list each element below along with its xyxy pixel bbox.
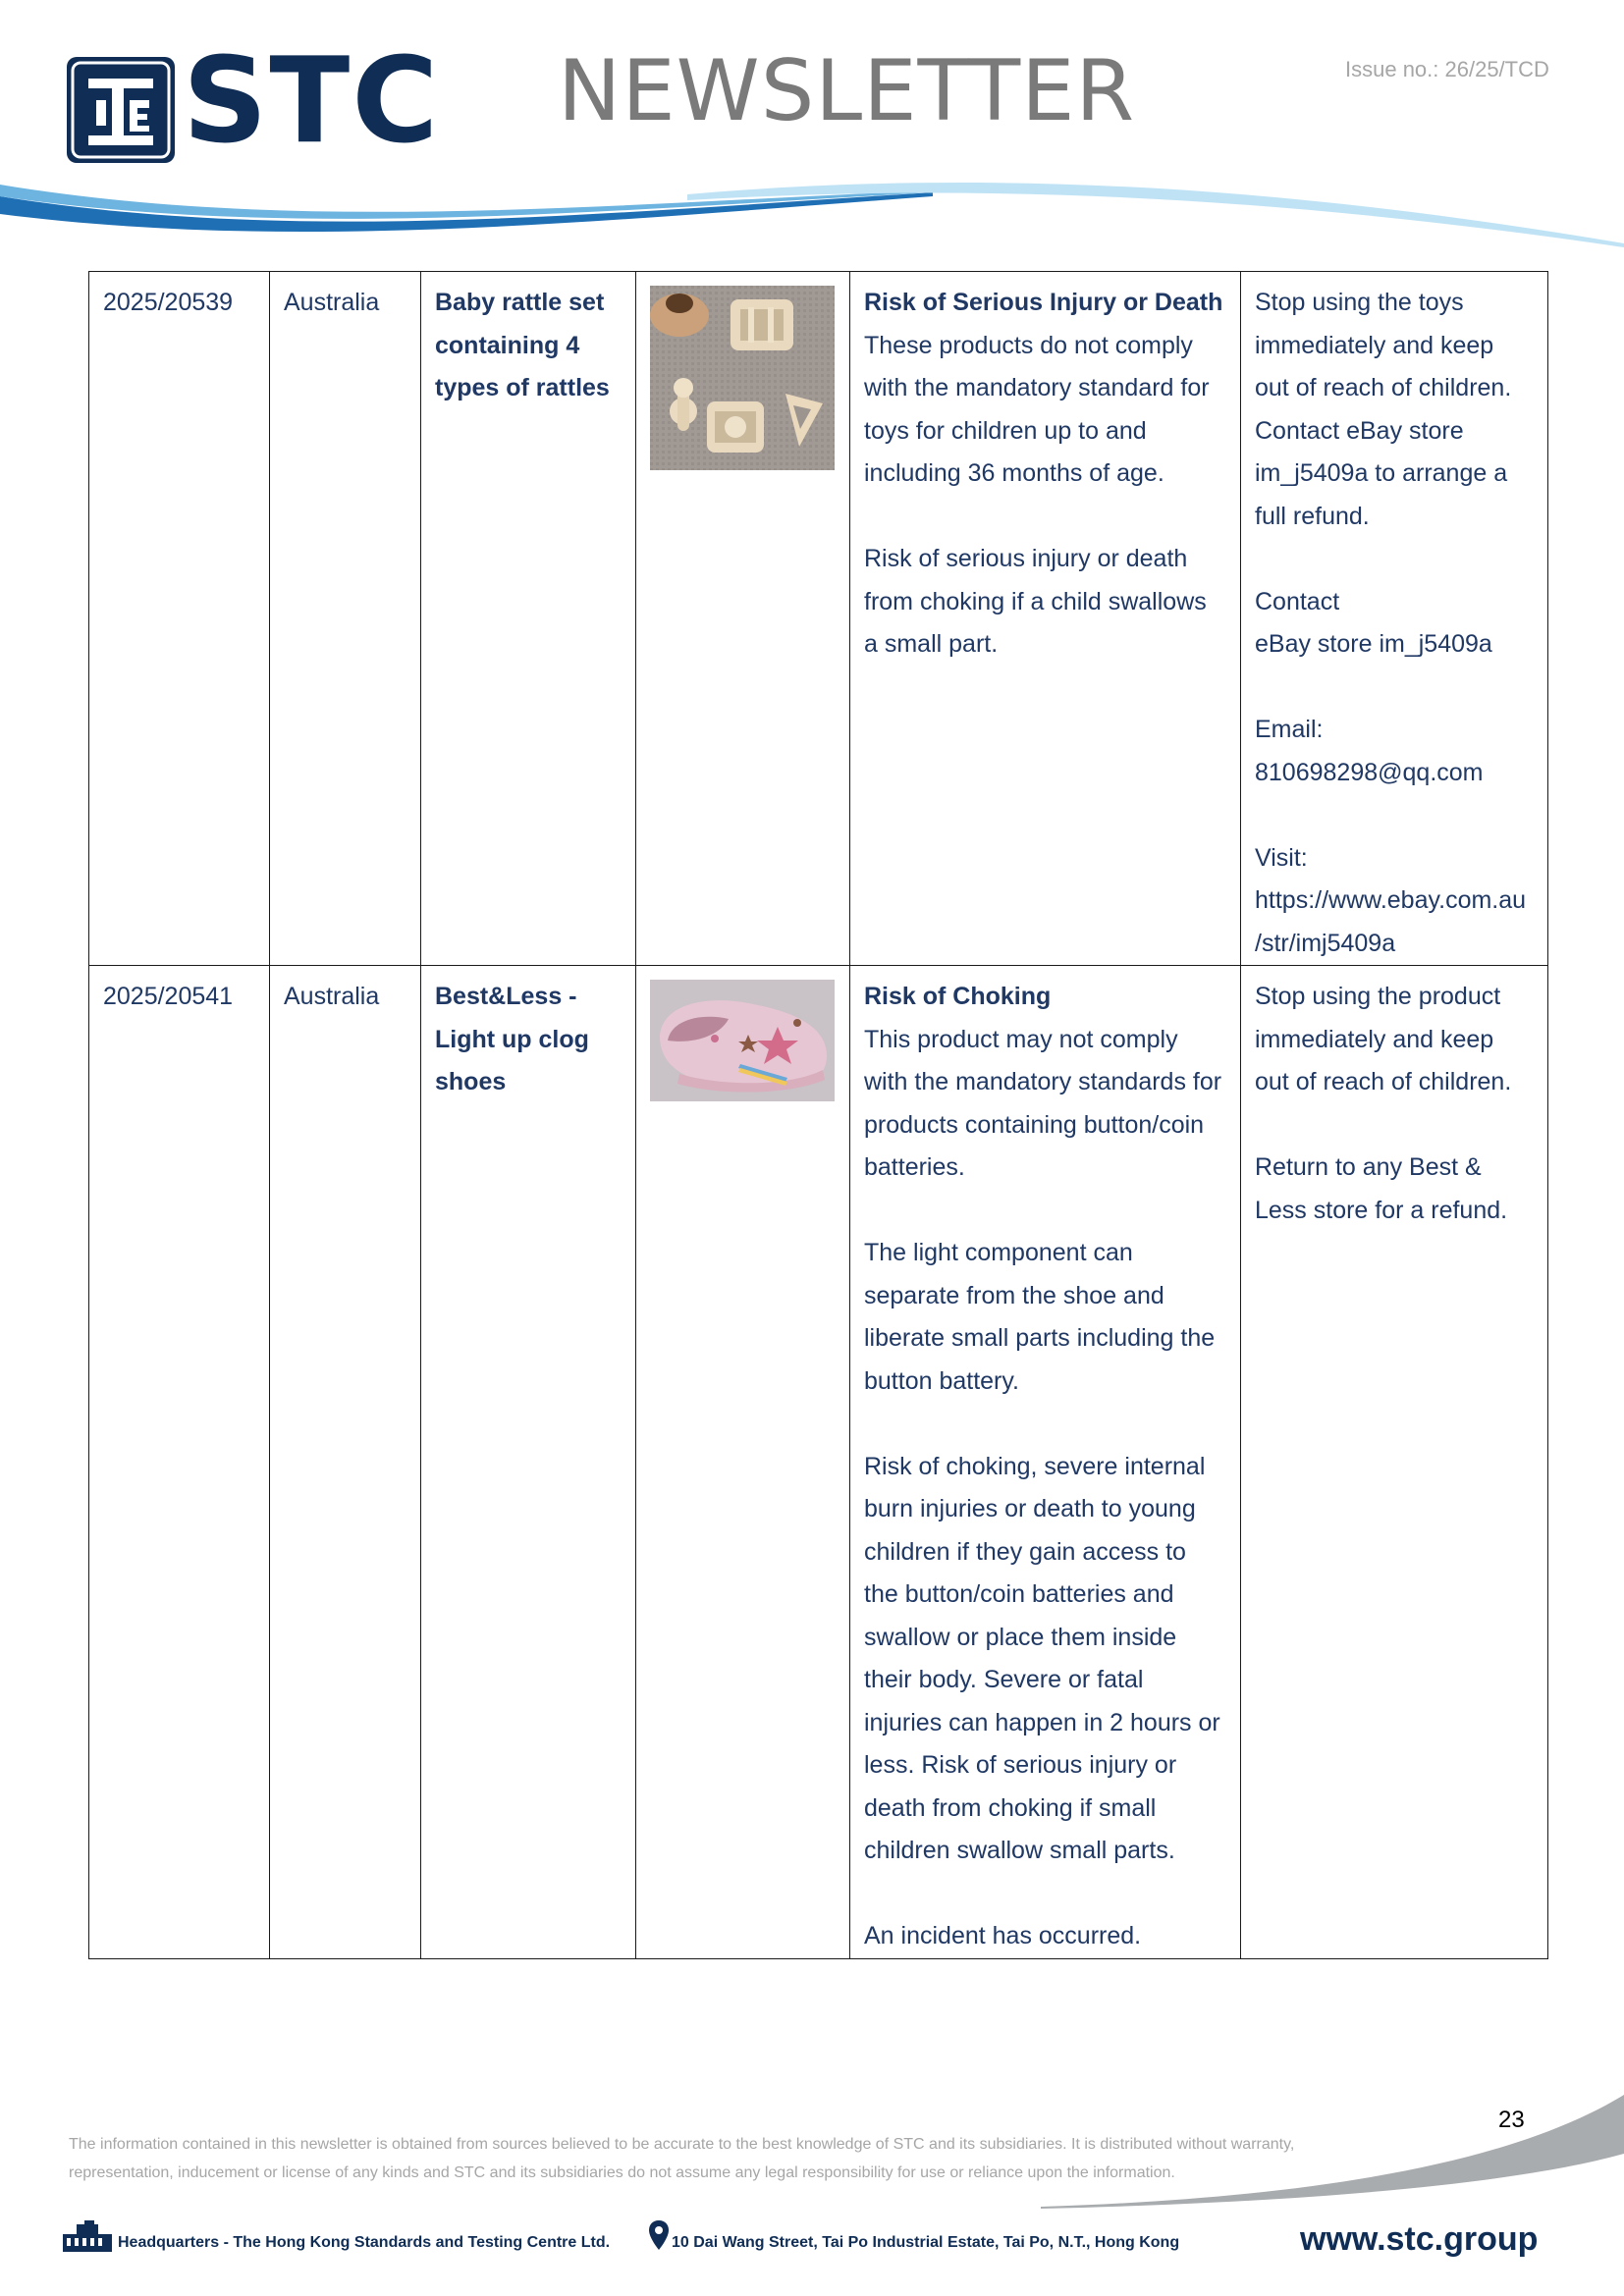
address: 10 Dai Wang Street, Tai Po Industrial Estate, Tai Po, N.T., Hong Kong [672, 2234, 1180, 2251]
recall-table [88, 271, 1548, 1959]
product-name: Best&Less - Light up clog shoes [421, 966, 636, 1959]
notification-id: 2025/20539 [89, 272, 270, 966]
product-image-cell [636, 272, 850, 966]
product-name: Baby rattle set containing 4 types of rattles [421, 272, 636, 966]
action-cell [1241, 966, 1548, 1959]
action-instruction: Stop using the product immediately and keep out of reach of children. [1255, 983, 1512, 1095]
action-instruction: Stop using the toys immediately and keep out of reach of children. Contact eBay store im_j5409a to arrange a full refund. [1255, 289, 1512, 530]
hazard-description: These products do not comply with the mandatory standard for toys for children up to and including 36 months of age. [864, 331, 1210, 487]
newsletter-title: NEWSLETTER [558, 42, 1136, 140]
stc-logo-mark-icon [67, 57, 175, 163]
wooden-rattles-image [650, 286, 835, 470]
disclaimer: The information contained in this newsletter is obtained from sources believed to be accurate to the best knowledge of STC and its subsidiaries. It is distributed without warranty, representation, inducement or license of any kinds and STC and its subsidiaries do not assume any legal responsibility for use or reliance upon the information. [69, 2136, 1295, 2181]
hazard-detail: Risk of serious injury or death from choking if a child swallows a small part. [864, 545, 1207, 658]
header-swoosh-graphic [0, 175, 1624, 253]
action-email: Email: 810698298@qq.com [1255, 716, 1484, 786]
stc-logo [67, 33, 460, 170]
hazard-detail: The light component can separate from the shoe and liberate small parts including the button battery. [864, 1239, 1216, 1395]
website-link[interactable]: www.stc.group [1300, 2220, 1539, 2258]
headquarters-label: Headquarters - The Hong Kong Standards and Testing Centre Ltd. [118, 2234, 611, 2251]
footer-bar [63, 2220, 1575, 2256]
location-pin-icon [649, 2220, 669, 2250]
hazard-title: Risk of Choking [864, 983, 1052, 1010]
notification-id: 2025/20541 [89, 966, 270, 1959]
page-number: 23 [1498, 2107, 1525, 2133]
action-website: Visit: https://www.ebay.com.au /str/imj5409a [1255, 843, 1527, 957]
hazard-cell [850, 966, 1241, 1959]
country: Australia [270, 272, 421, 966]
action-refund: Return to any Best & Less store for a refund. [1255, 1153, 1508, 1224]
hazard-title: Risk of Serious Injury or Death [864, 289, 1223, 316]
country: Australia [270, 966, 421, 1959]
table-row [89, 272, 1548, 966]
hazard-detail: Risk of choking, severe internal burn injuries or death to young children if they gain access to the button/coin batteries and swallow or place them inside their body. Severe or fatal injuries can happen in 2 hours or less. Risk of serious injury or death from choking if small children swallow small parts. [864, 1452, 1220, 1864]
building-icon [63, 2220, 112, 2252]
product-image-cell [636, 966, 850, 1959]
action-cell [1241, 272, 1548, 966]
action-contact: Contact eBay store im_j5409a [1255, 587, 1492, 658]
pink-clog-shoe-image [650, 980, 835, 1101]
logo-wordmark: STC [183, 33, 441, 170]
table-row [89, 966, 1548, 1959]
hazard-cell [850, 272, 1241, 966]
hazard-description: This product may not comply with the mandatory standards for products containing button/coin batteries. [864, 1025, 1222, 1181]
issue-number: Issue no.: 26/25/TCD [1345, 57, 1549, 81]
incident-note: An incident has occurred. [864, 1922, 1142, 1949]
